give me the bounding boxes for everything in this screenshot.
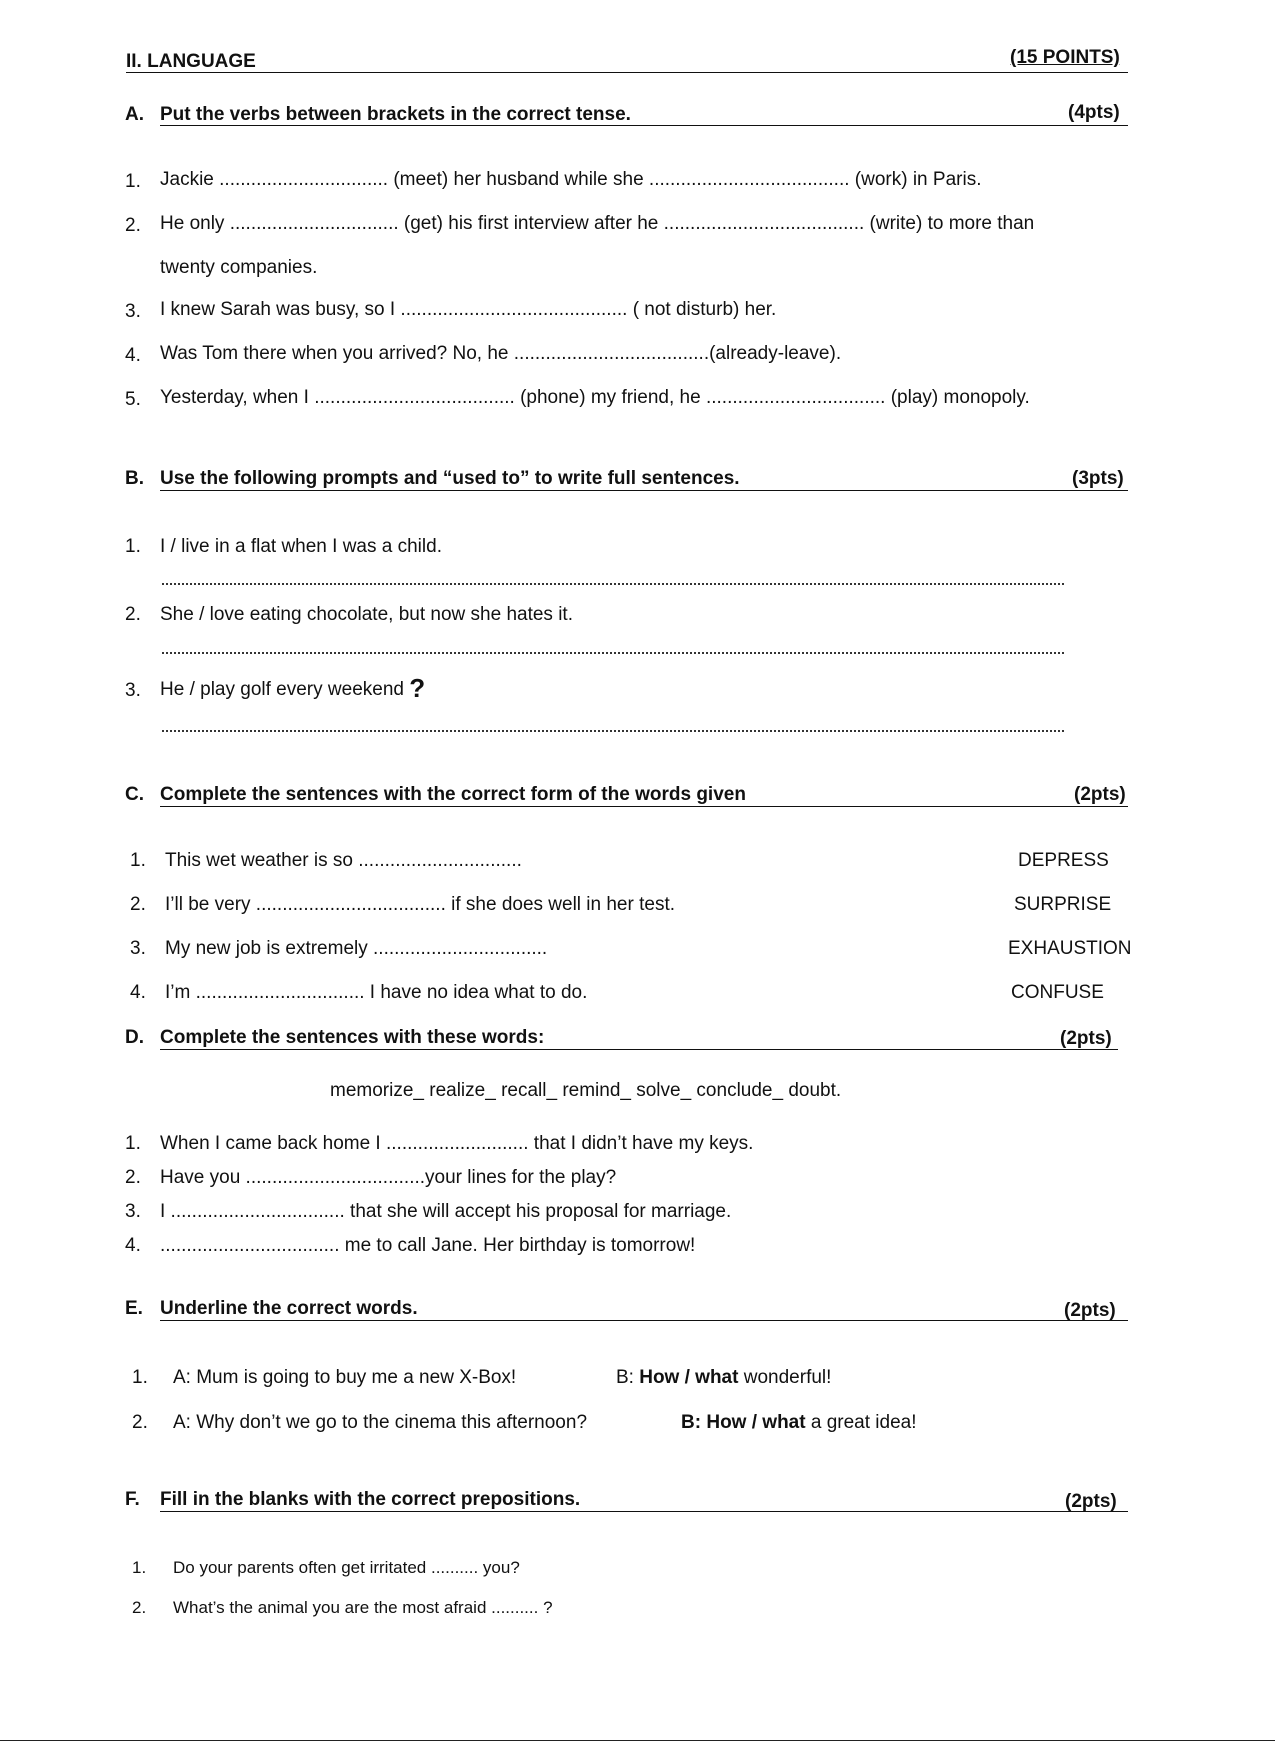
item-number: 2.	[132, 1412, 148, 1433]
exercise-sentence: What’s the animal you are the most afraid .......... ?	[173, 1598, 553, 1617]
item-number: 1.	[125, 1133, 141, 1154]
exercise-sentence: Have you ..................................your lines for the play?	[160, 1167, 617, 1188]
section-f-letter: F.	[125, 1489, 140, 1510]
section-c-rule	[160, 806, 1128, 807]
item-number: 2.	[125, 1167, 141, 1188]
exercise-sentence: Do your parents often get irritated .......... you?	[173, 1558, 520, 1577]
exercise-sentence: When I came back home I ........................... that I didn’t have my keys.	[160, 1133, 754, 1154]
answer-line[interactable]	[162, 730, 1064, 732]
section-d-points: (2pts)	[1060, 1028, 1112, 1049]
section-a-letter: A.	[125, 104, 144, 125]
exercise-sentence: Yesterday, when I ...................................... (phone) my friend, he .................................. (play) monopoly.	[160, 387, 1030, 408]
speaker-b-label: B:	[616, 1367, 634, 1388]
root-word: CONFUSE	[1011, 982, 1104, 1003]
exercise-sentence: I’m ................................ I have no idea what to do.	[165, 982, 588, 1003]
section-b-points: (3pts)	[1072, 468, 1124, 489]
exercise-sentence: Jackie ................................ (meet) her husband while she ...................................... (work) in Paris.	[160, 169, 982, 190]
speaker-b-label: B:	[681, 1412, 702, 1433]
root-word: DEPRESS	[1018, 850, 1109, 871]
section-d-title: Complete the sentences with these words:	[160, 1027, 545, 1048]
prompt-text: She / love eating chocolate, but now she hates it.	[160, 604, 573, 625]
exercise-sentence: My new job is extremely .................................	[165, 938, 548, 959]
exercise-sentence: I ................................. that she will accept his proposal for marriage.	[160, 1201, 732, 1222]
section-a-title: Put the verbs between brackets in the correct tense.	[160, 104, 631, 125]
section-d-letter: D.	[125, 1027, 144, 1048]
item-number: 1.	[130, 850, 146, 871]
section-b-letter: B.	[125, 468, 144, 489]
total-points: (15 POINTS)	[1010, 47, 1120, 68]
item-number: 2.	[130, 894, 146, 915]
word-choice[interactable]: How / what	[639, 1367, 739, 1388]
section-a-points: (4pts)	[1068, 102, 1120, 123]
prompt-text-body: He / play golf every weekend	[160, 679, 404, 700]
item-number: 1.	[125, 171, 141, 192]
section-c-letter: C.	[125, 784, 144, 805]
item-number: 1.	[125, 536, 141, 557]
answer-line[interactable]	[162, 583, 1064, 585]
section-e-points: (2pts)	[1064, 1300, 1116, 1321]
question-mark: ?	[409, 673, 426, 703]
exercise-sentence: Was Tom there when you arrived? No, he .....................................(already-leave).	[160, 343, 842, 364]
exercise-sentence: This wet weather is so ...............................	[165, 850, 522, 871]
item-number: 2.	[132, 1598, 147, 1617]
answer-line[interactable]	[162, 652, 1064, 654]
section-b-title: Use the following prompts and “used to” to write full sentences.	[160, 468, 740, 489]
item-number: 3.	[130, 938, 146, 959]
prompt-text: I / live in a flat when I was a child.	[160, 536, 442, 557]
item-number: 2.	[125, 604, 141, 625]
word-choice[interactable]: How / what	[706, 1412, 806, 1433]
header-rule	[126, 72, 1128, 73]
item-number: 3.	[125, 301, 141, 322]
root-word: SURPRISE	[1014, 894, 1112, 915]
exercise-sentence: I’ll be very .................................... if she does well in her test.	[165, 894, 676, 915]
section-e-title: Underline the correct words.	[160, 1298, 418, 1319]
page-bottom-rule	[0, 1740, 1275, 1741]
section-b-rule	[160, 490, 1128, 491]
section-c-points: (2pts)	[1074, 784, 1126, 805]
item-number: 1.	[132, 1558, 147, 1577]
section-f-title: Fill in the blanks with the correct prepositions.	[160, 1489, 581, 1510]
section-c-title: Complete the sentences with the correct form of the words given	[160, 784, 746, 805]
speaker-b-rest: a great idea!	[810, 1412, 917, 1433]
exercise-sentence: .................................. me to call Jane. Her birthday is tomorrow!	[160, 1235, 696, 1256]
speaker-a-line: A: Mum is going to buy me a new X-Box!	[173, 1367, 517, 1388]
section-f-rule	[160, 1511, 1128, 1512]
item-number: 4.	[125, 345, 141, 366]
section-e-rule	[160, 1320, 1128, 1321]
speaker-b-line	[616, 1366, 831, 1390]
section-e-letter: E.	[125, 1298, 143, 1319]
item-number: 1.	[132, 1367, 148, 1388]
section-d-rule	[160, 1049, 1118, 1050]
exercise-sentence: He only ................................ (get) his first interview after he ...................................... (write) to more than	[160, 213, 1035, 234]
word-bank: memorize_ realize_ recall_ remind_ solve_ conclude_ doubt.	[330, 1080, 842, 1101]
item-number: 3.	[125, 680, 141, 701]
item-number: 4.	[125, 1235, 141, 1256]
section-a-rule	[160, 125, 1128, 126]
speaker-b-rest: wonderful!	[743, 1367, 832, 1388]
root-word: EXHAUSTION	[1008, 938, 1132, 959]
speaker-a-line: A: Why don’t we go to the cinema this afternoon?	[173, 1412, 588, 1433]
speaker-b-line	[681, 1411, 917, 1435]
exercise-sentence: I knew Sarah was busy, so I ........................................... ( not disturb) her.	[160, 299, 777, 320]
item-number: 5.	[125, 389, 141, 410]
item-number: 3.	[125, 1201, 141, 1222]
page-header: II. LANGUAGE	[126, 51, 256, 72]
prompt-text	[160, 673, 426, 703]
section-f-points: (2pts)	[1065, 1491, 1117, 1512]
exercise-sentence-continued: twenty companies.	[160, 257, 318, 278]
item-number: 2.	[125, 215, 141, 236]
item-number: 4.	[130, 982, 146, 1003]
